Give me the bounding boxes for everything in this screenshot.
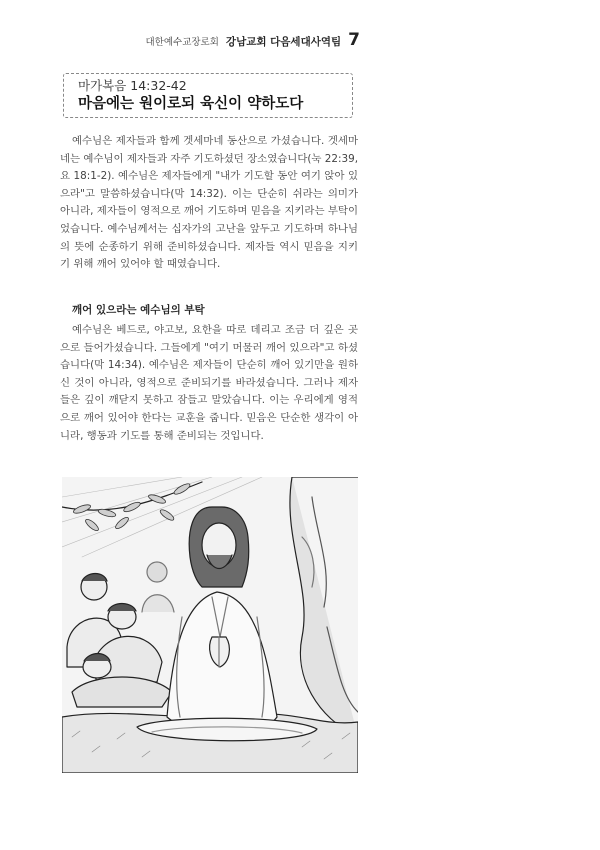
church-team-name: 강남교회 다음세대사역팀 — [225, 36, 342, 48]
running-header — [146, 30, 361, 50]
gethsemane-illustration — [62, 477, 358, 773]
title-box — [63, 73, 353, 118]
page-number: 7 — [348, 30, 360, 50]
denomination-name: 대한예수교장로회 — [145, 37, 219, 48]
section-subheading: 깨어 있으라는 예수님의 부탁 — [72, 304, 205, 316]
scripture-reference: 마가복음 14:32-42 — [78, 78, 187, 93]
body-paragraph-2: 예수님은 베드로, 야고보, 요한을 따로 데리고 조금 더 깊은 곳으로 들어가셨습니다. 그들에게 "여기 머물러 깨어 있으라"고 하셨습니다(막 14:34). 예수님은 제자들이 단순히 깨어 있기만을 원하신 것이 아니라, 영적으로 준비되기를 바라셨습니다. 그러나 제자들은 깊이 깨닫지 못하고 잠들고 말았습니다. 이는 우리에게 영적으로 깨어 있어야 한다는 교훈을 줍니다. 믿음은 단순한 생각이 아니라, 행동과 기도를 통해 준비되는 것입니다. — [60, 324, 358, 442]
body-paragraph-1: 예수님은 제자들과 함께 겟세마네 동산으로 가셨습니다. 겟세마네는 예수님이 제자들과 자주 기도하셨던 장소였습니다(눅 22:39, 요 18:1-2). 예수님은 제자들에게 "내가 기도할 동안 여기 앉아 있으라"고 말씀하셨습니다(막 14:32). 이는 단순히 쉬라는 의미가 아니라, 제자들이 영적으로 깨어 기도하며 믿음을 지키라는 부탁이었습니다. 예수님께서는 십자가의 고난을 앞두고 기도하며 하나님의 뜻에 순종하기 위해 준비하셨습니다. 제자들 역시 믿음을 지키기 위해 깨어 있어야 할 때였습니다. — [60, 135, 359, 271]
lesson-title: 마음에는 원이로되 육신이 약하도다 — [78, 96, 304, 112]
